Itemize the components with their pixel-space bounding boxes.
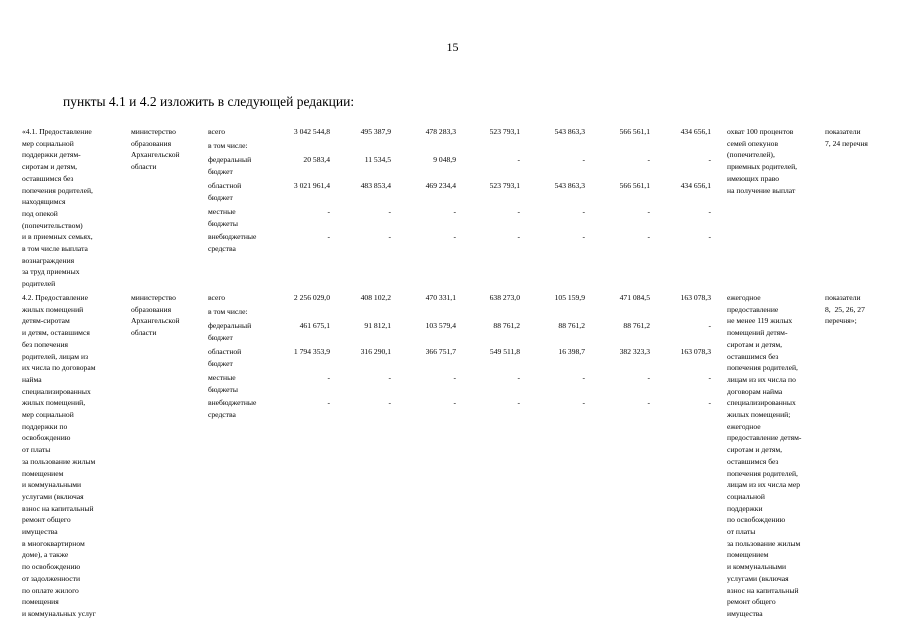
amount-cell: - (517, 398, 520, 407)
amount-cell: 543 863,3 (554, 181, 585, 190)
amount-cell: 16 398,7 (558, 347, 585, 356)
amount-cell: - (388, 373, 391, 382)
amount-cell: 408 102,2 (360, 293, 391, 302)
amount-cell: 543 863,3 (554, 127, 585, 136)
amount-cell: 11 534,5 (364, 155, 391, 164)
amount-cell: 566 561,1 (619, 181, 650, 190)
amount-cell: - (582, 373, 585, 382)
amount-cell: - (582, 207, 585, 216)
amount-cell: 566 561,1 (619, 127, 650, 136)
amount-cell: 88 761,2 (623, 321, 650, 330)
indicators: показатели 8, 25, 26, 27 перечня»; (825, 293, 865, 326)
amount-cell: 3 021 961,4 (293, 181, 330, 190)
amount-cell: 434 656,1 (680, 127, 711, 136)
funding-source: областной бюджет (208, 181, 242, 202)
amount-cell: - (517, 155, 520, 164)
amount-cell: 549 511,8 (489, 347, 520, 356)
amount-cell: - (517, 232, 520, 241)
amount-cell: 163 078,3 (680, 347, 711, 356)
amount-cell: - (647, 398, 650, 407)
measure-name: 4.2. Предоставление жилых помещений детям-сиротам и детям, оставшимся без попечения родителей, лицам из их числа по договорам найма специализированных жилых помещений, мер социальной поддержки по освобождению от платы за пользование жилым помещением и коммунальными услугами (включая взнос на капитальный ремонт общего имущества в многоквартирном доме), а также по освобождению от задолженности по оплате жилого помещения и коммунальных услуг (22, 293, 96, 618)
measure-name: «4.1. Предоставление мер социальной поддержки детям- сиротам и детям, оставшимся без попечения родителей, находящимся под опекой (попечительством) и в приемных семьях, в том числе выплата вознаграждения за труд приемных родителей (22, 127, 93, 289)
amount-cell: - (517, 373, 520, 382)
amount-cell: 523 793,1 (489, 181, 520, 190)
executor: министерство образования Архангельской области (131, 293, 180, 338)
funding-source: федеральный бюджет (208, 321, 252, 342)
amount-cell: - (327, 373, 330, 382)
amount-cell: - (647, 207, 650, 216)
amount-cell: - (708, 321, 711, 330)
amount-cell: - (327, 398, 330, 407)
amount-cell: 434 656,1 (680, 181, 711, 190)
amount-cell: 88 761,2 (493, 321, 520, 330)
amount-cell: 163 078,3 (680, 293, 711, 302)
amount-cell: - (517, 207, 520, 216)
amount-cell: 91 812,1 (364, 321, 391, 330)
result-text: ежегодное предоставление не менее 119 жилых помещений детям- сиротам и детям, оставшимся без попечения родителей, лицам из их числа по договорам найма специализированных жилых помещений; ежегодное предоставление детям- сиротам и детям, оставшимся без попечения родителей, лицам из их числа мер социальной поддержки по освобождению от платы за пользование жилым помещением и коммунальными услугами (включая взнос на капитальный ремонт общего имущества (727, 293, 802, 618)
funding-source: федеральный бюджет (208, 155, 252, 176)
amount-cell: 461 675,1 (299, 321, 330, 330)
amount-cell: - (582, 155, 585, 164)
amount-cell: 316 290,1 (360, 347, 391, 356)
amount-cell: 103 579,4 (425, 321, 456, 330)
amount-cell: 1 794 353,9 (293, 347, 330, 356)
amount-cell: 483 853,4 (360, 181, 391, 190)
amount-cell: - (453, 398, 456, 407)
amount-cell: - (327, 232, 330, 241)
amount-cell: - (582, 232, 585, 241)
executor: министерство образования Архангельской области (131, 127, 180, 172)
funding-source: в том числе: (208, 141, 248, 150)
amount-cell: 20 583,4 (303, 155, 330, 164)
amount-cell: - (453, 373, 456, 382)
amount-cell: 523 793,1 (489, 127, 520, 136)
amount-cell: - (708, 232, 711, 241)
funding-source: местные бюджеты (208, 373, 238, 394)
amount-cell: - (582, 398, 585, 407)
amount-cell: 9 048,9 (433, 155, 456, 164)
amount-cell: 469 234,4 (425, 181, 456, 190)
amount-cell: - (708, 207, 711, 216)
amount-cell: 470 331,1 (425, 293, 456, 302)
amount-cell: - (647, 155, 650, 164)
amount-cell: - (453, 207, 456, 216)
amount-cell: - (388, 207, 391, 216)
funding-source: всего (208, 127, 226, 136)
amount-cell: - (647, 373, 650, 382)
page-number: 15 (446, 40, 459, 54)
funding-source: внебюджетные средства (208, 398, 257, 419)
amount-cell: 2 256 029,0 (293, 293, 330, 302)
funding-source: областной бюджет (208, 347, 242, 368)
amount-cell: 366 751,7 (425, 347, 456, 356)
amount-cell: 478 283,3 (425, 127, 456, 136)
amount-cell: 88 761,2 (558, 321, 585, 330)
amount-cell: - (708, 373, 711, 382)
indicators: показатели 7, 24 перечня (825, 127, 868, 148)
amount-cell: 638 273,0 (489, 293, 520, 302)
result-text: охват 100 процентов семей опекунов (попечителей), приемных родителей, имеющих право на получение выплат (727, 127, 798, 195)
amount-cell: 495 387,9 (360, 127, 391, 136)
section-heading: пункты 4.1 и 4.2 изложить в следующей редакции: (63, 94, 355, 109)
amount-cell: - (708, 398, 711, 407)
funding-source: внебюджетные средства (208, 232, 257, 253)
amount-cell: - (327, 207, 330, 216)
amount-cell: - (453, 232, 456, 241)
amount-cell: - (388, 232, 391, 241)
funding-source: в том числе: (208, 307, 248, 316)
funding-source: местные бюджеты (208, 207, 238, 228)
amount-cell: 382 323,3 (619, 347, 650, 356)
amount-cell: 471 084,5 (619, 293, 650, 302)
amount-cell: - (647, 232, 650, 241)
amount-cell: - (388, 398, 391, 407)
amount-cell: - (708, 155, 711, 164)
amount-cell: 105 159,9 (554, 293, 585, 302)
funding-source: всего (208, 293, 226, 302)
amount-cell: 3 042 544,8 (293, 127, 330, 136)
